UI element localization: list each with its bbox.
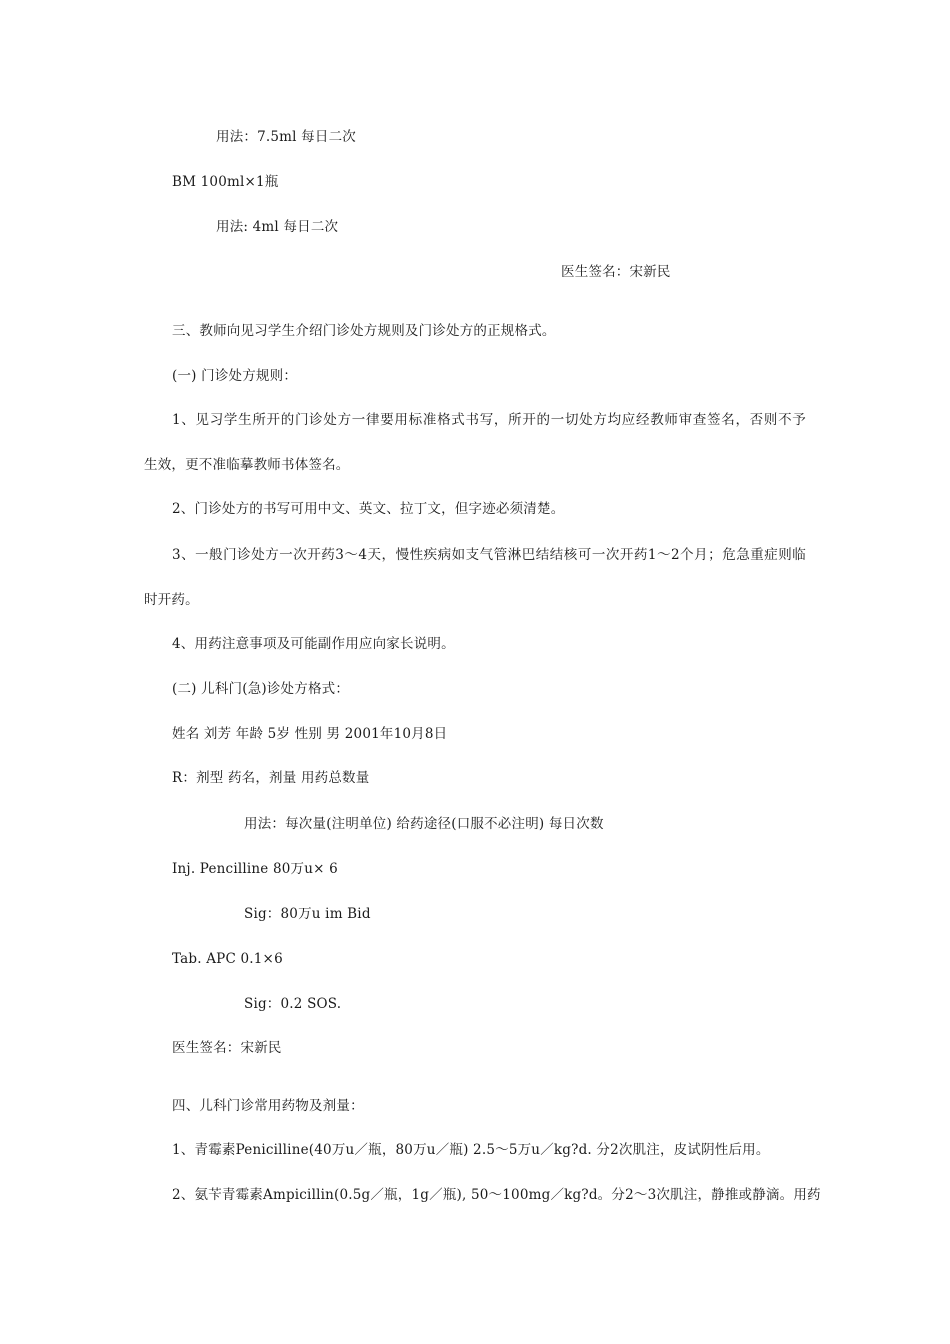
prescription-format-line: R：剂型 药名，剂量 用药总数量	[172, 770, 370, 786]
subsection-format-title: (二) 儿科门(急)诊处方格式：	[172, 681, 350, 697]
drug-item-2: 2、氨苄青霉素Ampicillin(0.5g／瓶，1g／瓶), 50～100mg／kg?d。分2～3次肌注，静推或静滴。用药	[172, 1187, 821, 1203]
rule-2: 2、门诊处方的书写可用中文、英文、拉丁文，但字迹必须清楚。	[172, 501, 565, 517]
doctor-signature-example: 医生签名：宋新民	[172, 1040, 282, 1056]
usage-line-2: 用法: 4ml 每日二次	[216, 219, 339, 235]
usage-line-1: 用法：7.5ml 每日二次	[216, 129, 356, 145]
patient-info-line: 姓名 刘芳 年龄 5岁 性别 男 2001年10月8日	[172, 726, 448, 742]
prescription-format-usage: 用法：每次量(注明单位) 给药途径(口服不必注明) 每日次数	[244, 816, 604, 832]
drug-item-1: 1、青霉素Penicilline(40万u／瓶，80万u／瓶) 2.5～5万u／kg?d. 分2次肌注，皮试阴性后用。	[172, 1142, 770, 1158]
rule-1-line-1: 1、见习学生所开的门诊处方一律要用标准格式书写，所开的一切处方均应经教师审查签名，否则不予	[172, 412, 806, 428]
rule-3-line-1: 3、一般门诊处方一次开药3～4天，慢性疾病如支气管淋巴结结核可一次开药1～2个月；危急重症则临	[172, 547, 806, 563]
doctor-signature-top: 医生签名：宋新民	[561, 264, 671, 280]
example-drug-2: Tab. APC 0.1×6	[172, 951, 283, 967]
drug-line-bm: BM 100ml×1瓶	[172, 174, 279, 190]
example-sig-2: Sig：0.2 SOS.	[244, 996, 342, 1012]
example-sig-1: Sig：80万u im Bid	[244, 906, 371, 922]
subsection-rules-title: (一) 门诊处方规则：	[172, 368, 298, 384]
section-three-heading: 三、教师向见习学生介绍门诊处方规则及门诊处方的正规格式。	[172, 323, 556, 339]
rule-4: 4、用药注意事项及可能副作用应向家长说明。	[172, 636, 455, 652]
section-four-heading: 四、儿科门诊常用药物及剂量：	[172, 1098, 364, 1114]
rule-3-line-2: 时开药。	[144, 592, 199, 608]
rule-1-line-2: 生效，更不准临摹教师书体签名。	[144, 457, 350, 473]
example-drug-1: Inj. Pencilline 80万u× 6	[172, 861, 338, 877]
